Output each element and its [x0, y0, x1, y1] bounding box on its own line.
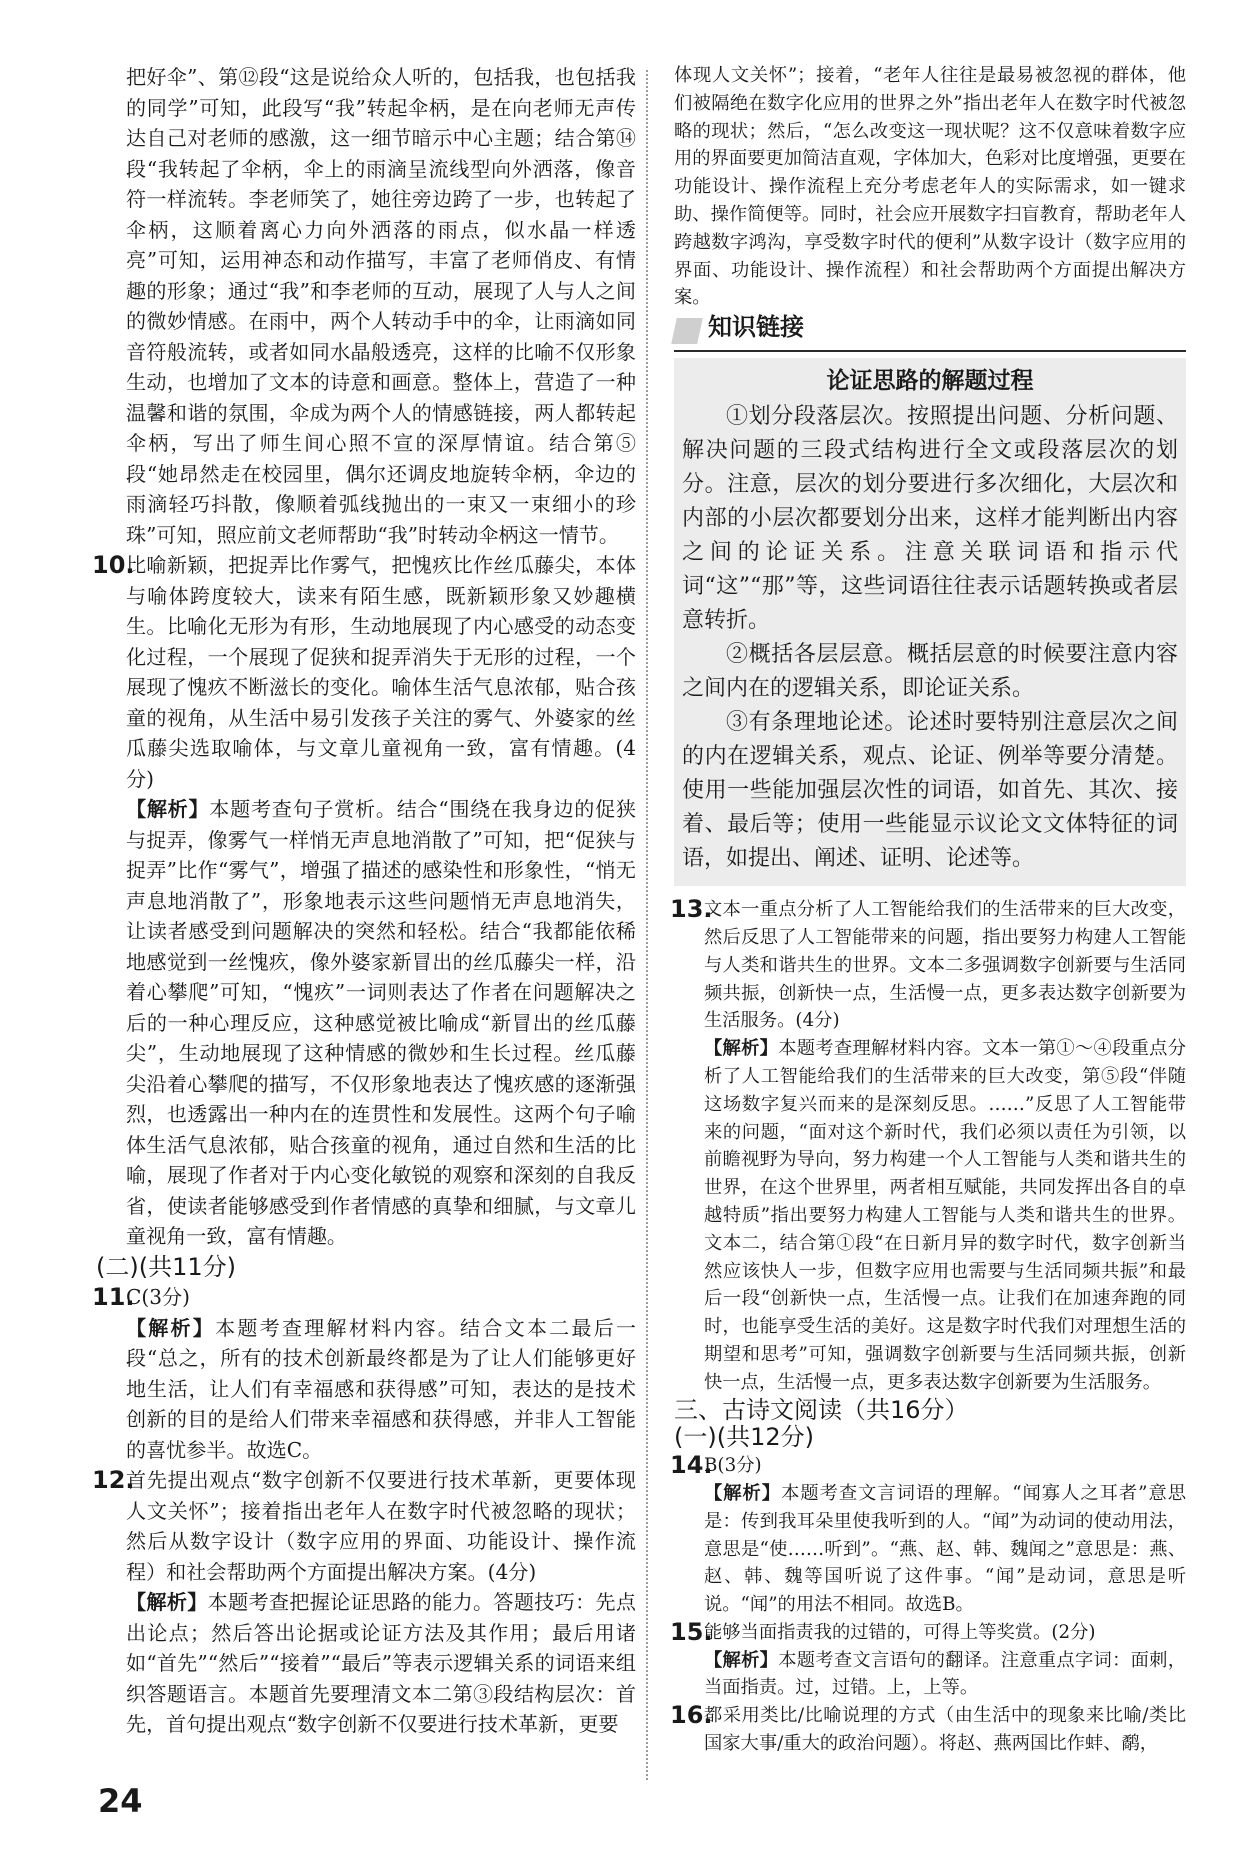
question-answer: C(3分): [126, 1285, 190, 1309]
question-answer: 比喻新颖，把捉弄比作雾气，把愧疚比作丝瓜藤尖，本体与喻体跨度较大，读来有陌生感，既新颖形象又妙趣横生。比喻化无形为有形，生动地展现了内心感受的动态变化过程，一个展现了促狭和捉弄消失于无形的过程，一个展现了愧疚不断滋长的变化。喻体生活气息浓郁，贴合孩童的视角，从生活中易引发孩子关注的雾气、外婆家的丝瓜藤尖选取喻体，与文章儿童视角一致，富有情趣。(4分): [126, 553, 636, 791]
question-answer: 首先提出观点“数字创新不仅要进行技术革新，更要体现人文关怀”；接着指出老年人在数字时代被忽略的现状；然后从数字设计（数字应用的界面、功能设计、操作流程）和社会帮助两个方面提出解决方案。(4分): [126, 1468, 636, 1584]
analysis-text: 本题考查句子赏析。结合“围绕在我身边的促狭与捉弄，像雾气一样悄无声息地消散了”可知，把“促狭与捉弄”比作“雾气”，增强了描述的感染性和形象性，“悄无声息地消散了”，形象地表示这些问题悄无声息地消失，让读者感受到问题解决的突然和轻松。结合“我都能依稀地感觉到一丝愧疚，像外婆家新冒出的丝瓜藤尖一样，沿着心攀爬”可知，“愧疚”一词则表达了作者在问题解决之后的一种心理反应，这种感觉被比喻成“新冒出的丝瓜藤尖”，生动地展现了这种情感的微妙和生长过程。丝瓜藤尖沿着心攀爬的描写，不仅形象地表达了愧疚感的逐渐强烈，也透露出一种内在的连贯性和发展性。这两个句子喻体生活气息浓郁，贴合孩童的视角，通过自然和生活的比喻，展现了作者对于内心变化敏锐的观察和深刻的自我反省，使读者能够感受到作者情感的真挚和细腻，与文章儿童视角一致，富有情趣。: [126, 797, 637, 1248]
question-14: [670, 1451, 1186, 1619]
question-answer: B(3分): [704, 1455, 762, 1477]
answer-continuation-paragraph: 把好伞”、第⑫段“这是说给众人听的，包括我，也包括我的同学”可知，此段写“我”转起伞柄，是在向老师无声传达自己对老师的感激，这一细节暗示中心主题；结合第⑭段“我转起了伞柄，伞上的雨滴呈流线型向外洒落，像音符一样流转。李老师笑了，她往旁边跨了一步，也转起了伞柄，这顺着离心力向外洒落的雨点，似水晶一样透亮”可知，运用神态和动作描写，丰富了老师俏皮、有情趣的形象；通过“我”和李老师的互动，展现了人与人之间的微妙情感。在雨中，两个人转动手中的伞，让雨滴如同音符般流转，或者如同水晶般透亮，这样的比喻不仅形象生动，也增加了文本的诗意和画意。整体上，营造了一种温馨和谐的氛围，伞成为两个人的情感链接，两人都转起伞柄，写出了师生间心照不宣的深厚情谊。结合第⑤段“她昂然走在校园里，偶尔还调皮地旋转伞柄，伞边的雨滴轻巧抖散，像顺着弧线抛出的一束又一束细小的珍珠”可知，照应前文老师帮助“我”时转动伞柄这一情节。: [126, 65, 636, 547]
analysis-tag: 【解析】: [704, 1038, 779, 1060]
question-10: [92, 550, 637, 1252]
right-column: [670, 62, 1187, 1758]
question-15: [670, 1617, 1187, 1702]
section-heading: (二)(共11分): [96, 1252, 236, 1281]
answer-continuation-paragraph: 体现人文关怀”；接着，“老年人往往是最易被忽视的群体，他们被隔绝在数字化应用的世界之外”指出老年人在数字时代被忽略的现状；然后，“怎么改变这一现状呢？这不仅意味着数字应用的界面要更加简洁直观，字体加大，色彩对比度增强，更要在功能设计、操作流程上充分考虑老年人的实际需求，如一键求助、操作简便等。同时，社会应开展数字扫盲教育，帮助老年人跨越数字鸿沟，享受数字时代的便利”从数字设计（数字应用的界面、功能设计、操作流程）和社会帮助两个方面提出解决方案。: [674, 65, 1186, 309]
knowledge-link-title: 知识链接: [708, 313, 804, 342]
analysis-text: 本题考查理解材料内容。结合文本二最后一段“总之，所有的技术创新最终都是为了让人们能够更好地生活，让人们有幸福感和获得感”可知，表达的是技术创新的目的是给人们带来幸福感和获得感，并非人工智能的喜忧参半。故选C。: [126, 1315, 637, 1462]
question-number: 16.: [670, 1701, 713, 1730]
analysis-tag: 【解析】: [126, 1590, 208, 1614]
analysis-tag: 【解析】: [704, 1649, 779, 1671]
question-13: [670, 895, 1187, 1396]
question-12: [92, 1465, 637, 1740]
subsection-heading: (一)(共12分): [674, 1423, 814, 1452]
knowledge-link-icon: [671, 318, 703, 344]
question-number: 13.: [670, 895, 713, 924]
left-column: [92, 62, 637, 1740]
analysis-tag: 【解析】: [126, 797, 210, 821]
question-number: 15.: [670, 1617, 713, 1646]
question-answer: 文本一重点分析了人工智能给我们的生活带来的巨大改变，然后反思了人工智能带来的问题，指出要努力构建人工智能与人类和谐共生的世界。文本二多强调数字创新要与生活同频共振，创新快一点，生活慢一点，更多表达数字创新要为生活服务。(4分): [704, 899, 1186, 1032]
question-11: [92, 1282, 637, 1465]
analysis-text: 本题考查文言语句的翻译。注意重点字词：面刺，当面指责。过，过错。上，上等。: [704, 1649, 1187, 1699]
knowledge-link-box: [674, 358, 1186, 886]
box-paragraph: ①划分段落层次。按照提出问题、分析问题、解决问题的三段式结构进行全文或段落层次的划分。注意，层次的划分要进行多次细化，大层次和内部的小层次都要划分出来，这样才能判断出内容之间的论证关系。注意关联词语和指示代词“这”“那”等，这些词语往往表示话题转换或者层意转折。: [682, 404, 1178, 634]
question-16: [670, 1701, 1186, 1758]
section-heading: 三、古诗文阅读（共16分）: [674, 1395, 969, 1424]
box-title: 论证思路的解题过程: [826, 368, 1034, 395]
question-answer: 都采用类比/比喻说理的方式（由生活中的现象来比喻/类比国家大事/重大的政治问题）。将赵、燕两国比作蚌、鹬，: [704, 1705, 1186, 1755]
question-number: 11.: [92, 1283, 135, 1311]
analysis-tag: 【解析】: [126, 1315, 216, 1340]
knowledge-link-header: [674, 313, 1186, 352]
analysis-text: 本题考查理解材料内容。文本一第①～④段重点分析了人工智能给我们的生活带来的巨大改变，第⑤段“伴随这场数字复兴而来的是深刻反思。……”反思了人工智能带来的问题，“面对这个新时代，我们必须以责任为引领，以前瞻视野为导向，努力构建一个人工智能与人类和谐共生的世界，在这个世界里，两者相互赋能，共同发挥出各自的卓越特质”指出要努力构建人工智能与人类和谐共生的世界。文本二，结合第①段“在日新月异的数字时代，数字创新当然应该快人一步，但数字应用也需要与生活同频共振”和最后一段“创新快一点，生活慢一点。让我们在加速奔跑的同时，也能享受生活的美好。这是数字时代我们对理想生活的期望和思考”可知，强调数字创新要与生活同频共振，创新快一点，生活慢一点，更多表达数字创新要为生活服务。: [704, 1038, 1187, 1393]
analysis-text: 本题考查文言词语的理解。“闻寡人之耳者”意思是：传到我耳朵里使我听到的人。“闻”为动词的使动用法，意思是“使……听到”。“燕、赵、韩、魏闻之”意思是：燕、赵、韩、魏等国听说了这件事。“闻”是动词，意思是听说。“闻”的用法不相同。故选B。: [704, 1482, 1186, 1616]
box-paragraph: ③有条理地论述。论述时要特别注意层次之间的内在逻辑关系，观点、论证、例举等要分清楚。使用一些能加强层次性的词语，如首先、其次、接着、最后等；使用一些能显示议论文文体特征的词语，如提出、阐述、证明、论述等。: [682, 710, 1178, 872]
column-divider: [646, 70, 648, 1780]
question-number: 14.: [670, 1451, 713, 1480]
question-number: 12.: [92, 1466, 135, 1494]
page-number: 24: [98, 1782, 143, 1820]
question-answer: 能够当面指责我的过错的，可得上等奖赏。(2分): [704, 1621, 1096, 1643]
analysis-text: 本题考查把握论证思路的能力。答题技巧：先点出论点；然后答出论据或论证方法及其作用；最后用诸如“首先”“然后”“接着”“最后”等表示逻辑关系的词语来组织答题语言。本题首先要理清文本二第③段结构层次：首先，首句提出观点“数字创新不仅要进行技术革新，更要: [126, 1590, 637, 1736]
analysis-tag: 【解析】: [704, 1482, 782, 1504]
box-paragraph: ②概括各层层意。概括层意的时候要注意内容之间内在的逻辑关系，即论证关系。: [682, 642, 1178, 702]
question-number: 10.: [92, 551, 135, 579]
